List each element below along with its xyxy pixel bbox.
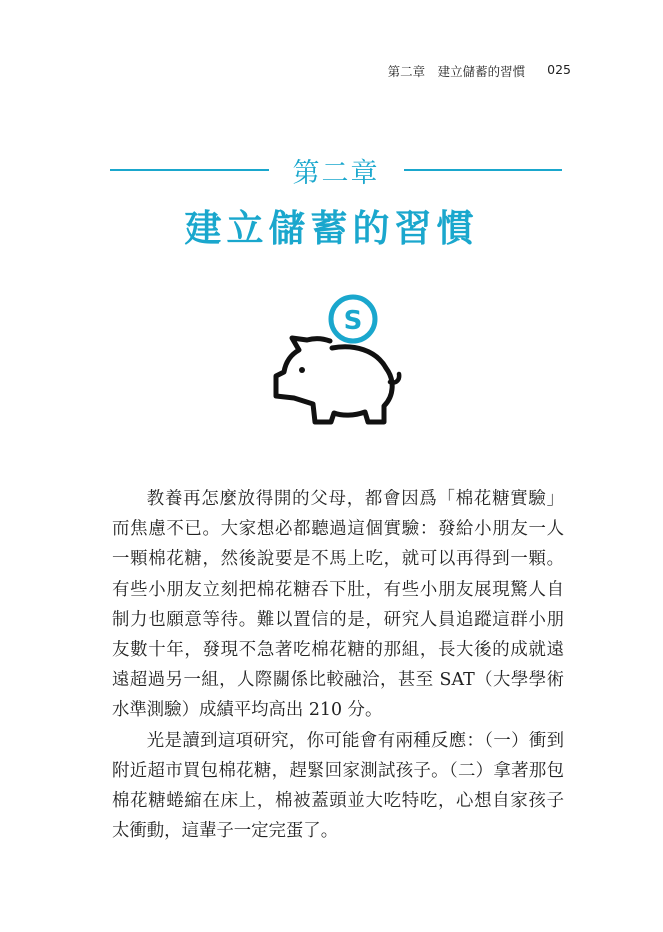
page-number: 025 [547,62,571,77]
piggy-body-outline [276,338,392,422]
running-header [388,62,571,80]
running-title: 第二章 建立儲蓄的習慣 [387,64,526,79]
paragraph: 教養再怎麼放得開的父母，都會因爲「棉花糖實驗」而焦慮不已。大家想必都聽過這個實驗：發給小朋友一人一顆棉花糖，然後說要是不馬上吃，就可以再得到一顆。有些小朋友立刻把棉花糖吞下肚，有些小朋友展現驚人自制力也願意等待。難以置信的是，研究人員追蹤這群小朋友數十年，發現不急著吃棉花糖的那組，長大後的成就遠遠超過另一組，人際關係比較融洽，甚至 SAT（大學學術水準測驗）成績平均高出 210 分。 [112,489,564,721]
piggy-bank-icon [262,288,408,438]
body-text [112,484,564,846]
dollar-coin-icon [331,297,375,341]
piggy-bank-illustration [262,288,408,438]
chapter-label: 第二章 [292,157,380,189]
coin-symbol: S [343,306,363,336]
piggy-eye [299,367,305,373]
chapter-title: 建立儲蓄的習慣 [184,207,479,250]
chapter-label-row [110,148,562,192]
paragraph: 光是讀到這項研究，你可能會有兩種反應：（一）衝到附近超市買包棉花糖，趕緊回家測試孩子。（二）拿著那包棉花糖蜷縮在床上，棉被蓋頭並大吃特吃，心想自家孩子太衝動，這輩子一定完蛋了。 [112,730,564,842]
right-divider [404,169,563,171]
left-divider [110,169,269,171]
